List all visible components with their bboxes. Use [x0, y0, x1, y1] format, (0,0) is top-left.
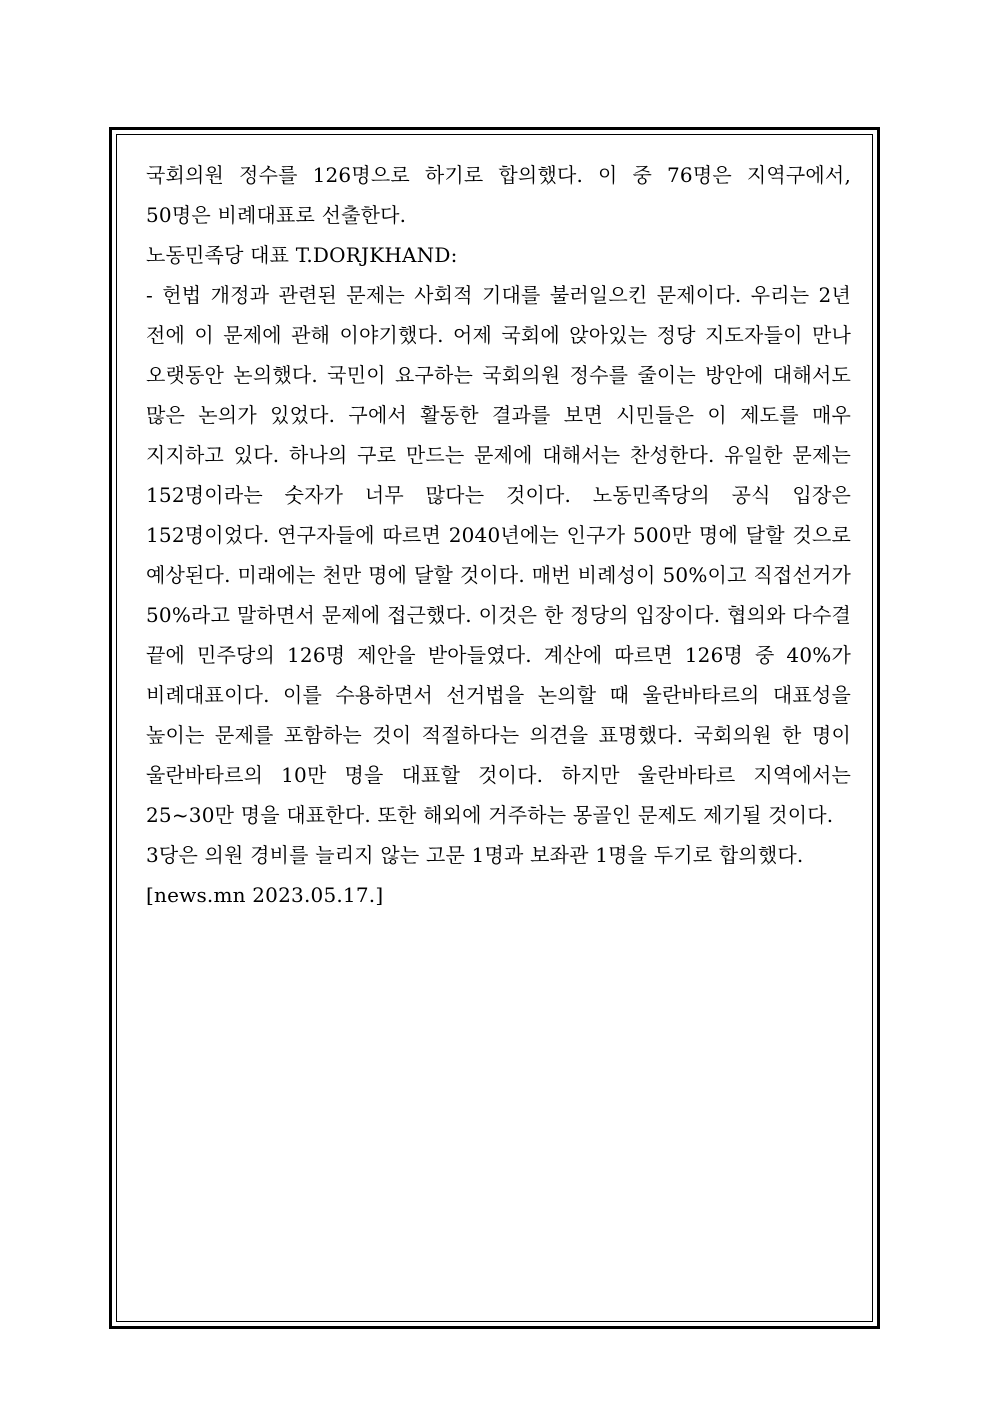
paragraph-speaker: 노동민족당 대표 T.DORJKHAND:: [146, 243, 458, 267]
paragraph-source: [news.mn 2023.05.17.]: [146, 883, 384, 907]
paragraph-statement: - 헌법 개정과 관련된 문제는 사회적 기대를 불러일으킨 문제이다. 우리는 2년 전에 이 문제에 관해 이야기했다. 어제 국회에 앉아있는 정당 지도자들이 만나 오랫동안 논의했다. 국민이 요구하는 국회의원 정수를 줄이는 방안에 대해서도 많은 논의가 있었다. 구에서 활동한 결과를 보면 시민들은 이 제도를 매우 지지하고 있다. 하나의 구로 만드는 문제에 대해서는 찬성한다. 유일한 문제는 152명이라는 숫자가 너무 많다는 것이다. 노동민족당의 공식 입장은 152명이었다. 연구자들에 따르면 2040년에는 인구가 500만 명에 달할 것으로 예상된다. 미래에는 천만 명에 달할 것이다. 매번 비례성이 50%이고 직접선거가 50%라고 말하면서 문제에 접근했다. 이것은 한 정당의 입장이다. 협의와 다수결 끝에 민주당의 126명 제안을 받아들였다. 계산에 따르면 126명 중 40%가 비례대표이다. 이를 수용하면서 선거법을 논의할 때 울란바타르의 대표성을 높이는 문제를 포함하는 것이 적절하다는 의견을 표명했다. 국회의원 한 명이 울란바타르의 10만 명을 대표할 것이다. 하지만 울란바타르 지역에서는 25~30만 명을 대표한다. 또한 해외에 거주하는 몽골인 문제도 제기될 것이다.: [146, 283, 851, 827]
paragraph-seat-agreement: 국회의원 정수를 126명으로 하기로 합의했다. 이 중 76명은 지역구에서, 50명은 비례대표로 선출한다.: [146, 163, 851, 227]
document-body: [146, 155, 851, 915]
paragraph-advisor-agreement: 3당은 의원 경비를 늘리지 않는 고문 1명과 보좌관 1명을 두기로 합의했다.: [146, 843, 804, 867]
